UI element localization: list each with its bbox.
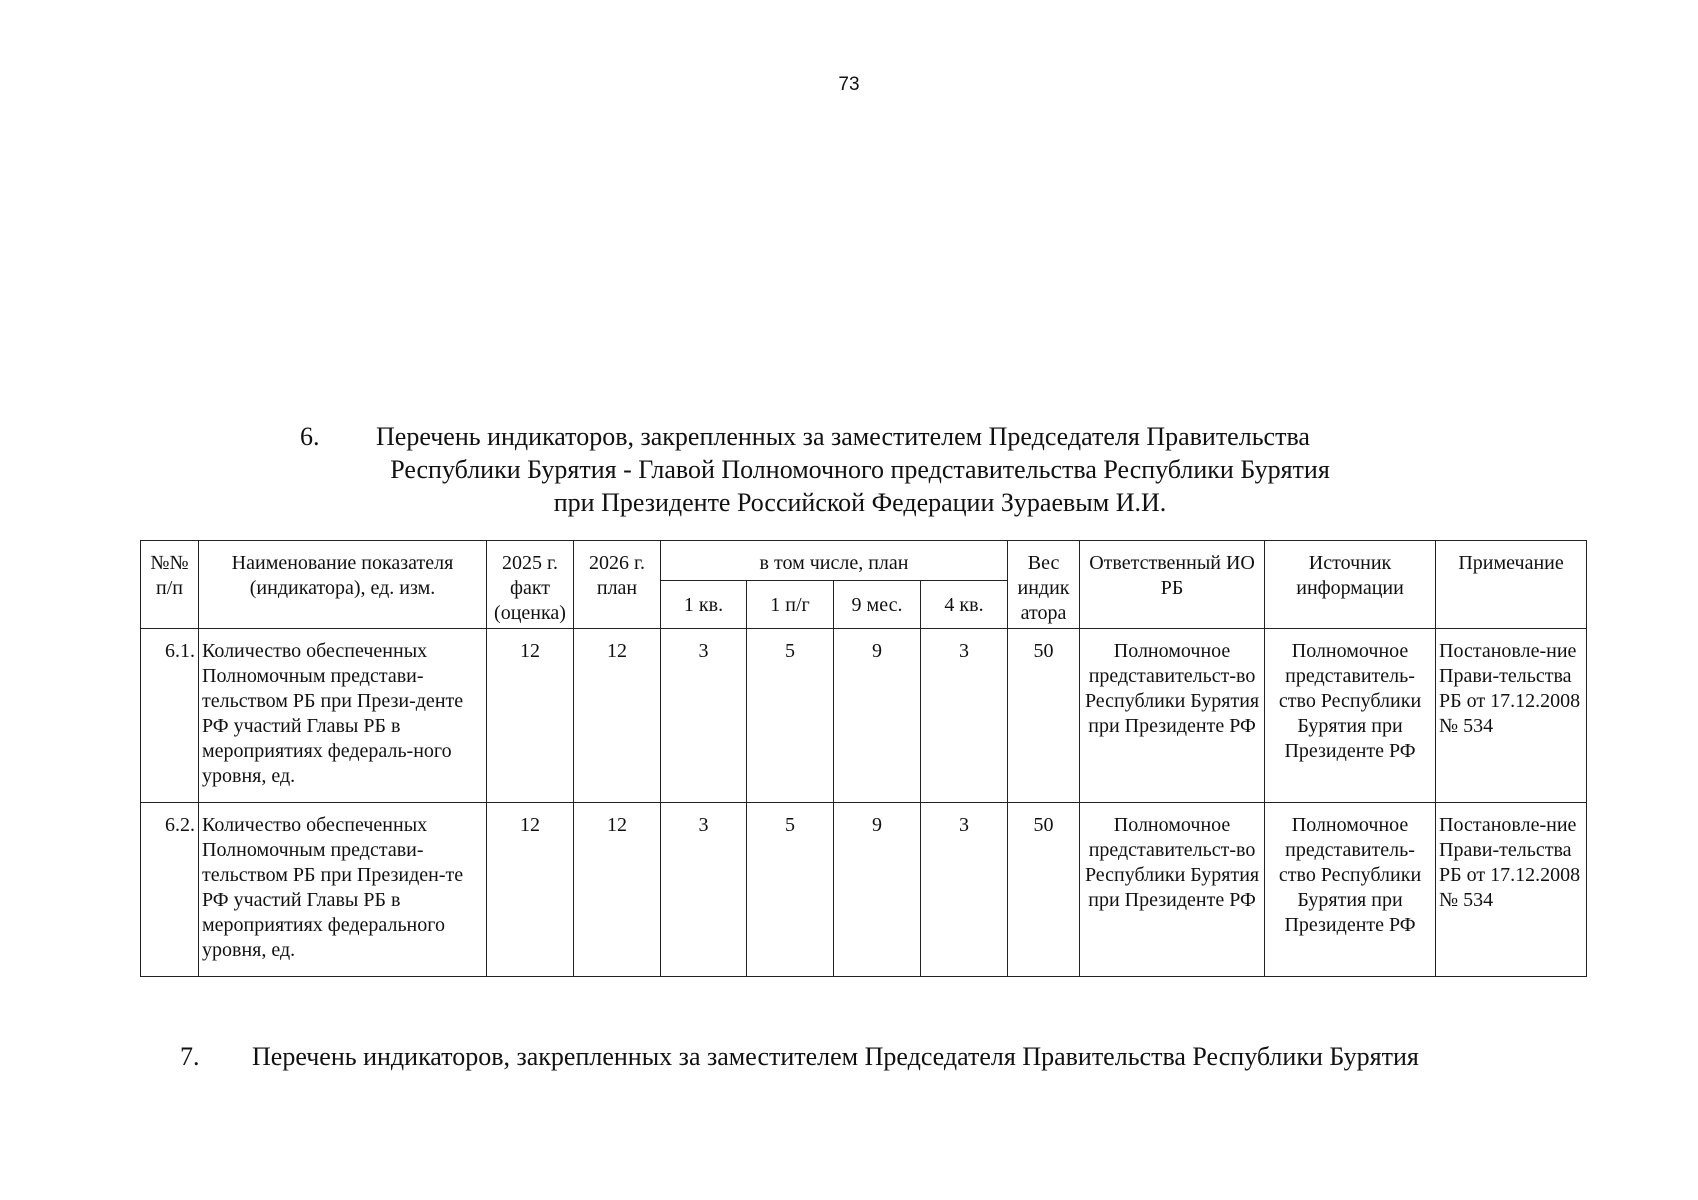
header-9m: 9 мес.	[834, 580, 921, 628]
header-row	[141, 541, 1587, 581]
cell-weight: 50	[1008, 629, 1080, 803]
section-7-title: Перечень индикаторов, закрепленных за заместителем Председателя Правительства Республики Бурятия	[252, 1042, 1419, 1071]
table-row	[141, 629, 1587, 803]
header-num: №№ п/п	[141, 541, 199, 629]
section-7-number: 7.	[180, 1042, 200, 1071]
header-q1: 1 кв.	[661, 580, 747, 628]
header-note: Примечание	[1436, 541, 1587, 629]
table-row	[141, 803, 1587, 977]
section-6-heading	[300, 420, 1420, 519]
cell-num: 6.2.	[141, 803, 199, 977]
header-source: Источник информации	[1265, 541, 1436, 629]
cell-note: Постановле-ние Прави-тельства РБ от 17.12.2008 № 534	[1436, 629, 1587, 803]
header-responsible: Ответственный ИО РБ	[1080, 541, 1265, 629]
header-h1: 1 п/г	[747, 580, 834, 628]
header-q4: 4 кв.	[921, 580, 1008, 628]
section-6-number: 6.	[300, 422, 320, 451]
section-6-title-text-1: Перечень индикаторов, закрепленных за заместителем Председателя Правительства	[376, 422, 1310, 451]
cell-q1: 3	[661, 803, 747, 977]
cell-2025: 12	[487, 803, 574, 977]
cell-responsible: Полномочное представительст-во Республики Бурятия при Президенте РФ	[1080, 629, 1265, 803]
cell-9m: 9	[834, 803, 921, 977]
cell-q4: 3	[921, 803, 1008, 977]
cell-q4: 3	[921, 629, 1008, 803]
cell-weight: 50	[1008, 803, 1080, 977]
page-number: 73	[838, 74, 860, 95]
cell-2026: 12	[574, 803, 661, 977]
section-7-heading	[180, 1042, 1540, 1072]
cell-name: Количество обеспеченных Полномочным представи-тельством РБ при Прези-денте РФ участий Главы РБ в мероприятиях федераль-ного уровня, ед.	[199, 629, 487, 803]
header-name: Наименование показателя (индикатора), ед. изм.	[199, 541, 487, 629]
cell-num: 6.1.	[141, 629, 199, 803]
cell-9m: 9	[834, 629, 921, 803]
section-6-title-line-1	[300, 420, 1420, 453]
header-2025: 2025 г. факт (оценка)	[487, 541, 574, 629]
header-2026: 2026 г. план	[574, 541, 661, 629]
section-6-title-line-2: Республики Бурятия - Главой Полномочного представительства Республики Бурятия	[390, 455, 1330, 484]
cell-2026: 12	[574, 629, 661, 803]
cell-h1: 5	[747, 629, 834, 803]
header-including-plan: в том числе, план	[661, 541, 1008, 581]
cell-q1: 3	[661, 629, 747, 803]
indicators-table	[140, 540, 1587, 977]
section-6-title-line-3: при Президенте Российской Федерации Зураевым И.И.	[553, 488, 1167, 517]
cell-h1: 5	[747, 803, 834, 977]
cell-responsible: Полномочное представительст-во Республики Бурятия при Президенте РФ	[1080, 803, 1265, 977]
cell-note: Постановле-ние Прави-тельства РБ от 17.12.2008 № 534	[1436, 803, 1587, 977]
cell-source: Полномочное представитель-ство Республики Бурятия при Президенте РФ	[1265, 803, 1436, 977]
cell-2025: 12	[487, 629, 574, 803]
header-weight: Вес индик атора	[1008, 541, 1080, 629]
cell-name: Количество обеспеченных Полномочным представи-тельством РБ при Президен-те РФ участий Главы РБ в мероприятиях федерального уровня, ед.	[199, 803, 487, 977]
cell-source: Полномочное представитель-ство Республики Бурятия при Президенте РФ	[1265, 629, 1436, 803]
